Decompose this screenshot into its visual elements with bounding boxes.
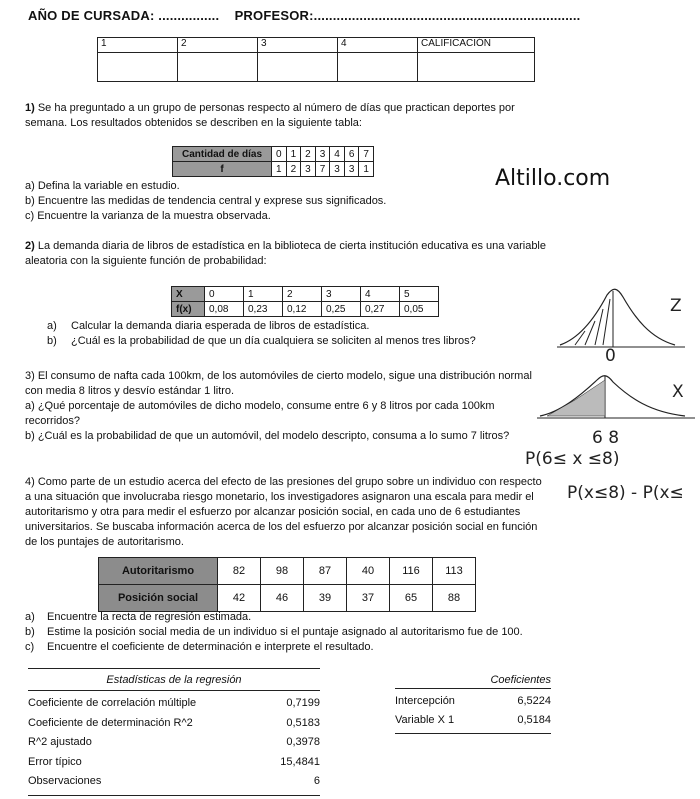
table-cell: 0,25 [322, 302, 361, 317]
q4-c-label: c) [25, 641, 35, 653]
hand-six-eight: 6 8 [592, 428, 620, 448]
q4-item-b: Estime la posición social media de un individuo si el puntaje asignado al autoritarismo fue de 100. [47, 626, 523, 638]
hand-prob-1: P(6≤ x ≤8) [525, 449, 620, 469]
divider [28, 795, 320, 796]
table-cell: 46 [261, 585, 304, 612]
hand-prob-2: P(x≤8) - P(x≤ [567, 483, 684, 503]
table-cell: 2 [301, 147, 316, 162]
q4-line-3: autoritarismo y otra para medir el esfuerzo por alcanzar posición social, en cada uno de 6 estudiantes [25, 506, 521, 518]
table-cell: 4 [361, 287, 400, 302]
table-cell: 65 [390, 585, 433, 612]
table-cell: 98 [261, 558, 304, 585]
table-row: Coeficiente de determinación R^2 0,5183 [28, 716, 320, 729]
table-cell: 116 [390, 558, 433, 585]
table-cell: 88 [433, 585, 476, 612]
table-cell: 0 [272, 147, 287, 162]
table-row: Observaciones 6 [28, 775, 320, 787]
table-cell: 1 [286, 147, 301, 162]
q3-line-1: 3) El consumo de nafta cada 100km, de los automóviles de cierto modelo, sigue una distribución normal [25, 370, 532, 382]
table-row: Error típico 15,4841 [28, 755, 320, 768]
hand-x: X [672, 382, 684, 402]
table-row: Variable X 1 0,5184 [395, 714, 551, 726]
q1-statement [25, 101, 665, 131]
table-cell: 3 [344, 162, 359, 177]
table-cell: 1 [359, 162, 374, 177]
watermark-text: Altillo.com [495, 166, 611, 191]
table-cell: 0,05 [400, 302, 439, 317]
table-cell: 1 [272, 162, 287, 177]
table-row [172, 302, 439, 317]
table-cell: 7 [315, 162, 330, 177]
grade-cell [178, 53, 258, 82]
table-cell: 7 [359, 147, 374, 162]
q4-table-label: Posición social [99, 585, 218, 612]
table-cell: 0,12 [283, 302, 322, 317]
table-cell: 6 [344, 147, 359, 162]
q4-statement [25, 475, 570, 550]
table-row [173, 162, 374, 177]
grade-col-calificacion: CALIFICACIÓN [418, 38, 535, 53]
table-row [99, 558, 476, 585]
q2-b-label: b) [47, 335, 57, 347]
q2-a-label: a) [47, 320, 57, 332]
q4-item-c: Encuentre el coeficiente de determinación e interprete el resultado. [47, 641, 374, 653]
grade-cell [258, 53, 338, 82]
q2-text-b: aleatoria con la siguiente función de probabilidad: [25, 255, 267, 267]
q4-table [98, 557, 476, 612]
table-cell: 0,23 [244, 302, 283, 317]
q1-item-b: b) Encuentre las medidas de tendencia central y exprese sus significados. [25, 195, 387, 207]
q4-items [25, 610, 523, 655]
q4-line-2: a una situación que involucraba riesgo monetario, los investigadores asignaron una escala para medir el [25, 491, 534, 503]
hand-zero: 0 [605, 346, 616, 366]
table-cell: 2 [283, 287, 322, 302]
table-cell: 42 [218, 585, 261, 612]
table-cell: 0,08 [205, 302, 244, 317]
table-cell: 3 [330, 162, 345, 177]
divider [28, 668, 320, 669]
regression-stats-table [28, 674, 320, 796]
q2-table-label: X [172, 287, 205, 302]
q2-table [171, 286, 439, 317]
q2-item-b: ¿Cuál es la probabilidad de que un día cualquiera se soliciten al menos tres libros? [71, 335, 476, 347]
table-cell: 5 [400, 287, 439, 302]
table-row [173, 147, 374, 162]
coefficients-table [395, 674, 551, 734]
table-cell: 3 [322, 287, 361, 302]
q1-item-c: c) Encuentre la varianza de la muestra observada. [25, 210, 271, 222]
table-row: Coeficiente de correlación múltiple 0,7199 [28, 697, 320, 709]
q3-line-4: recorridos? [25, 415, 81, 427]
table-cell: 3 [315, 147, 330, 162]
q3-line-5: b) ¿Cuál es la probabilidad de que un automóvil, del modelo descripto, consuma a lo sumo 7 litros? [25, 430, 510, 442]
table-cell: 3 [301, 162, 316, 177]
q3-line-2: con media 8 litros y desvío estándar 1 litro. [25, 385, 235, 397]
table-cell: 82 [218, 558, 261, 585]
grade-table [97, 37, 535, 82]
table-cell: 37 [347, 585, 390, 612]
q2-table-label: f(x) [172, 302, 205, 317]
table-cell: 4 [330, 147, 345, 162]
q4-a-label: a) [25, 611, 35, 623]
q4-line-1: 4) Como parte de un estudio acerca del efecto de las presiones del grupo sobre un individuo con respecto [25, 476, 542, 488]
q1-table-label: f [173, 162, 272, 177]
table-row: R^2 ajustado 0,3978 [28, 736, 320, 748]
q2-number: 2) [25, 240, 35, 252]
table-cell: 87 [304, 558, 347, 585]
table-cell: 0,27 [361, 302, 400, 317]
q1-item-a: a) Defina la variable en estudio. [25, 180, 180, 192]
q3-line-3: a) ¿Qué porcentaje de automóviles de dicho modelo, consume entre 6 y 8 litros por cada 100km [25, 400, 495, 412]
grade-col-2: 2 [178, 38, 258, 53]
grade-col-1: 1 [98, 38, 178, 53]
q4-item-a: Encuentre la recta de regresión estimada. [47, 611, 252, 623]
grade-cell [418, 53, 535, 82]
q1-table [172, 146, 374, 177]
q2-items [47, 319, 476, 349]
q4-line-5: de los puntajes de autoritarismo. [25, 536, 184, 548]
coefficients-title: Coeficientes [490, 674, 551, 686]
grade-col-3: 3 [258, 38, 338, 53]
exam-header [28, 8, 580, 23]
q4-b-label: b) [25, 626, 35, 638]
q1-table-label: Cantidad de días [173, 147, 272, 162]
q1-items [25, 179, 386, 224]
q1-text-b: semana. Los resultados obtenidos se describen en la siguiente tabla: [25, 117, 362, 129]
q4-line-4: universitarios. Se buscaba información acerca de los del esfuerzo por alcanzar posición social en función [25, 521, 538, 533]
year-label: AÑO DE CURSADA: ................ [28, 8, 220, 23]
grade-cell [98, 53, 178, 82]
table-row [172, 287, 439, 302]
table-row: Intercepción 6,5224 [395, 695, 551, 707]
hand-z: Z [670, 296, 682, 316]
grade-col-4: 4 [338, 38, 418, 53]
q4-table-label: Autoritarismo [99, 558, 218, 585]
q1-number: 1) [25, 102, 35, 114]
q3-statement [25, 369, 565, 444]
q1-text-a: Se ha preguntado a un grupo de personas respecto al número de días que practican deportes por [37, 102, 515, 114]
table-cell: 1 [244, 287, 283, 302]
table-row [99, 585, 476, 612]
table-cell: 39 [304, 585, 347, 612]
professor-label: PROFESOR:...................................................................... [234, 8, 581, 23]
q2-text-a: La demanda diaria de libros de estadística en la biblioteca de cierta institución educativa es una variable [37, 240, 546, 252]
regression-title: Estadísticas de la regresión [106, 674, 242, 686]
divider [28, 690, 320, 691]
q2-item-a: Calcular la demanda diaria esperada de libros de estadística. [71, 320, 370, 332]
divider [395, 733, 551, 734]
table-cell: 113 [433, 558, 476, 585]
grade-cell [338, 53, 418, 82]
divider [395, 688, 551, 689]
table-cell: 0 [205, 287, 244, 302]
q2-statement [25, 239, 685, 269]
table-cell: 2 [286, 162, 301, 177]
table-cell: 40 [347, 558, 390, 585]
